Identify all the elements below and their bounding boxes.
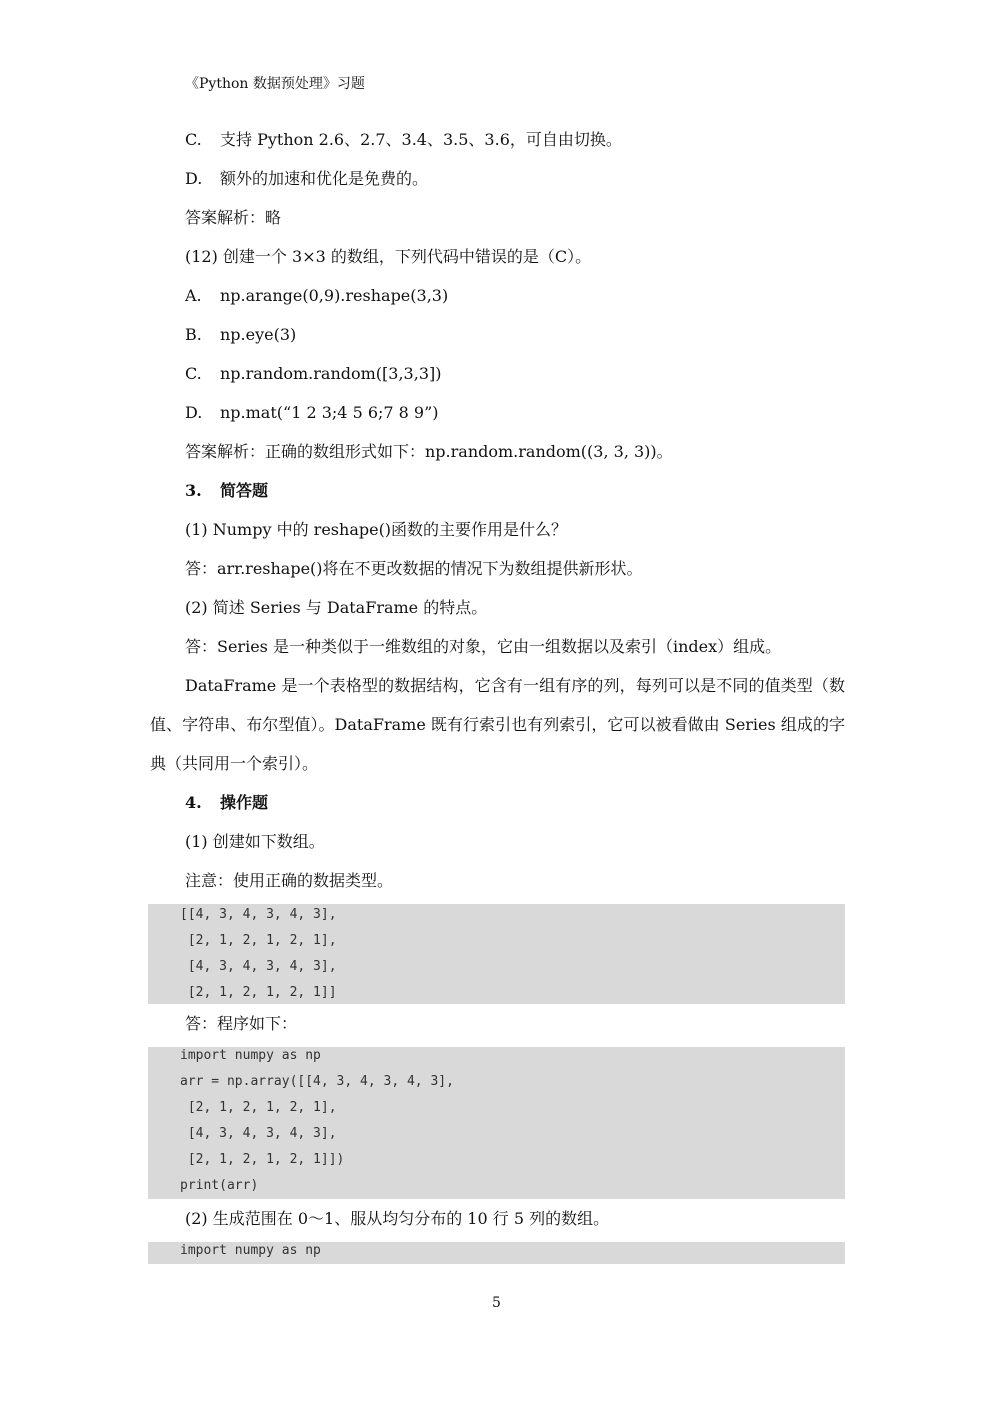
code-line: arr = np.array([[4, 3, 4, 3, 4, 3], [180,1074,454,1089]
code-line: [2, 1, 2, 1, 2, 1]] [180,985,337,1000]
section-title: 操作题 [220,793,269,812]
s4-question-1: (1) 创建如下数组。 [185,832,325,851]
option-text: 支持 Python 2.6、2.7、3.4、3.5、3.6，可自由切换。 [220,130,622,149]
code-line: import numpy as np [180,1243,321,1258]
s3-question-2: (2) 简述 Series 与 DataFrame 的特点。 [185,598,488,617]
code-line: [2, 1, 2, 1, 2, 1], [180,933,337,948]
q11-option-c [185,130,622,150]
option-label: D. [185,169,203,188]
array-code-block [148,904,845,1004]
option-label: C. [185,364,202,383]
code-line: [2, 1, 2, 1, 2, 1]]) [180,1152,345,1167]
section-title: 简答题 [220,481,269,500]
code-line: [[4, 3, 4, 3, 4, 3], [180,907,337,922]
section-3-heading [185,481,268,501]
option-label: A. [185,286,202,305]
q11-answer: 答案解析：略 [185,208,282,227]
option-label: C. [185,130,202,149]
s4-answer-intro: 答：程序如下： [185,1014,298,1033]
code-line: [2, 1, 2, 1, 2, 1], [180,1100,337,1115]
q11-option-d [185,169,428,189]
option-text: 额外的加速和优化是免费的。 [220,169,429,188]
q12-answer: 答案解析：正确的数组形式如下：np.random.random((3, 3, 3))。 [185,442,673,461]
option-text: np.random.random([3,3,3]) [220,364,442,383]
q12-option-a [185,286,448,306]
code-line: [4, 3, 4, 3, 4, 3], [180,959,337,974]
option-label: D. [185,403,203,422]
option-text: np.arange(0,9).reshape(3,3) [220,286,449,305]
q12-option-b [185,325,296,345]
q12-option-c [185,364,441,384]
page-number: 5 [492,1295,501,1311]
q12-option-d [185,403,439,423]
s4-question-2: (2) 生成范围在 0～1、服从均匀分布的 10 行 5 列的数组。 [185,1209,610,1228]
s3-answer-2-line1: 答：Series 是一种类似于一维数组的对象，它由一组数据以及索引（index）组成。 [185,637,782,656]
second-code-block [148,1242,845,1264]
section-number: 3. [185,481,202,500]
code-line: import numpy as np [180,1048,321,1063]
code-line: [4, 3, 4, 3, 4, 3], [180,1126,337,1141]
solution-code-block [148,1047,845,1199]
section-4-heading [185,793,268,813]
s3-answer-2-paragraph: DataFrame 是一个表格型的数据结构，它含有一组有序的列，每列可以是不同的值类型（数值、字符串、布尔型值）。DataFrame 既有行索引也有列索引，它可以被看做由 Series 组成的字典（共同用一个索引）。 [150,676,845,773]
section-number: 4. [185,793,202,812]
option-text: np.mat(“1 2 3;4 5 6;7 8 9”) [220,403,439,422]
option-label: B. [185,325,202,344]
code-line: print(arr) [180,1178,259,1193]
page-header: 《Python 数据预处理》习题 [185,76,365,92]
s3-answer-1: 答：arr.reshape()将在不更改数据的情况下为数组提供新形状。 [185,559,643,578]
s4-note: 注意：使用正确的数据类型。 [185,871,394,890]
q12-question: (12) 创建一个 3×3 的数组，下列代码中错误的是（C）。 [185,247,592,266]
s3-question-1: (1) Numpy 中的 reshape()函数的主要作用是什么？ [185,520,568,539]
option-text: np.eye(3) [220,325,297,344]
